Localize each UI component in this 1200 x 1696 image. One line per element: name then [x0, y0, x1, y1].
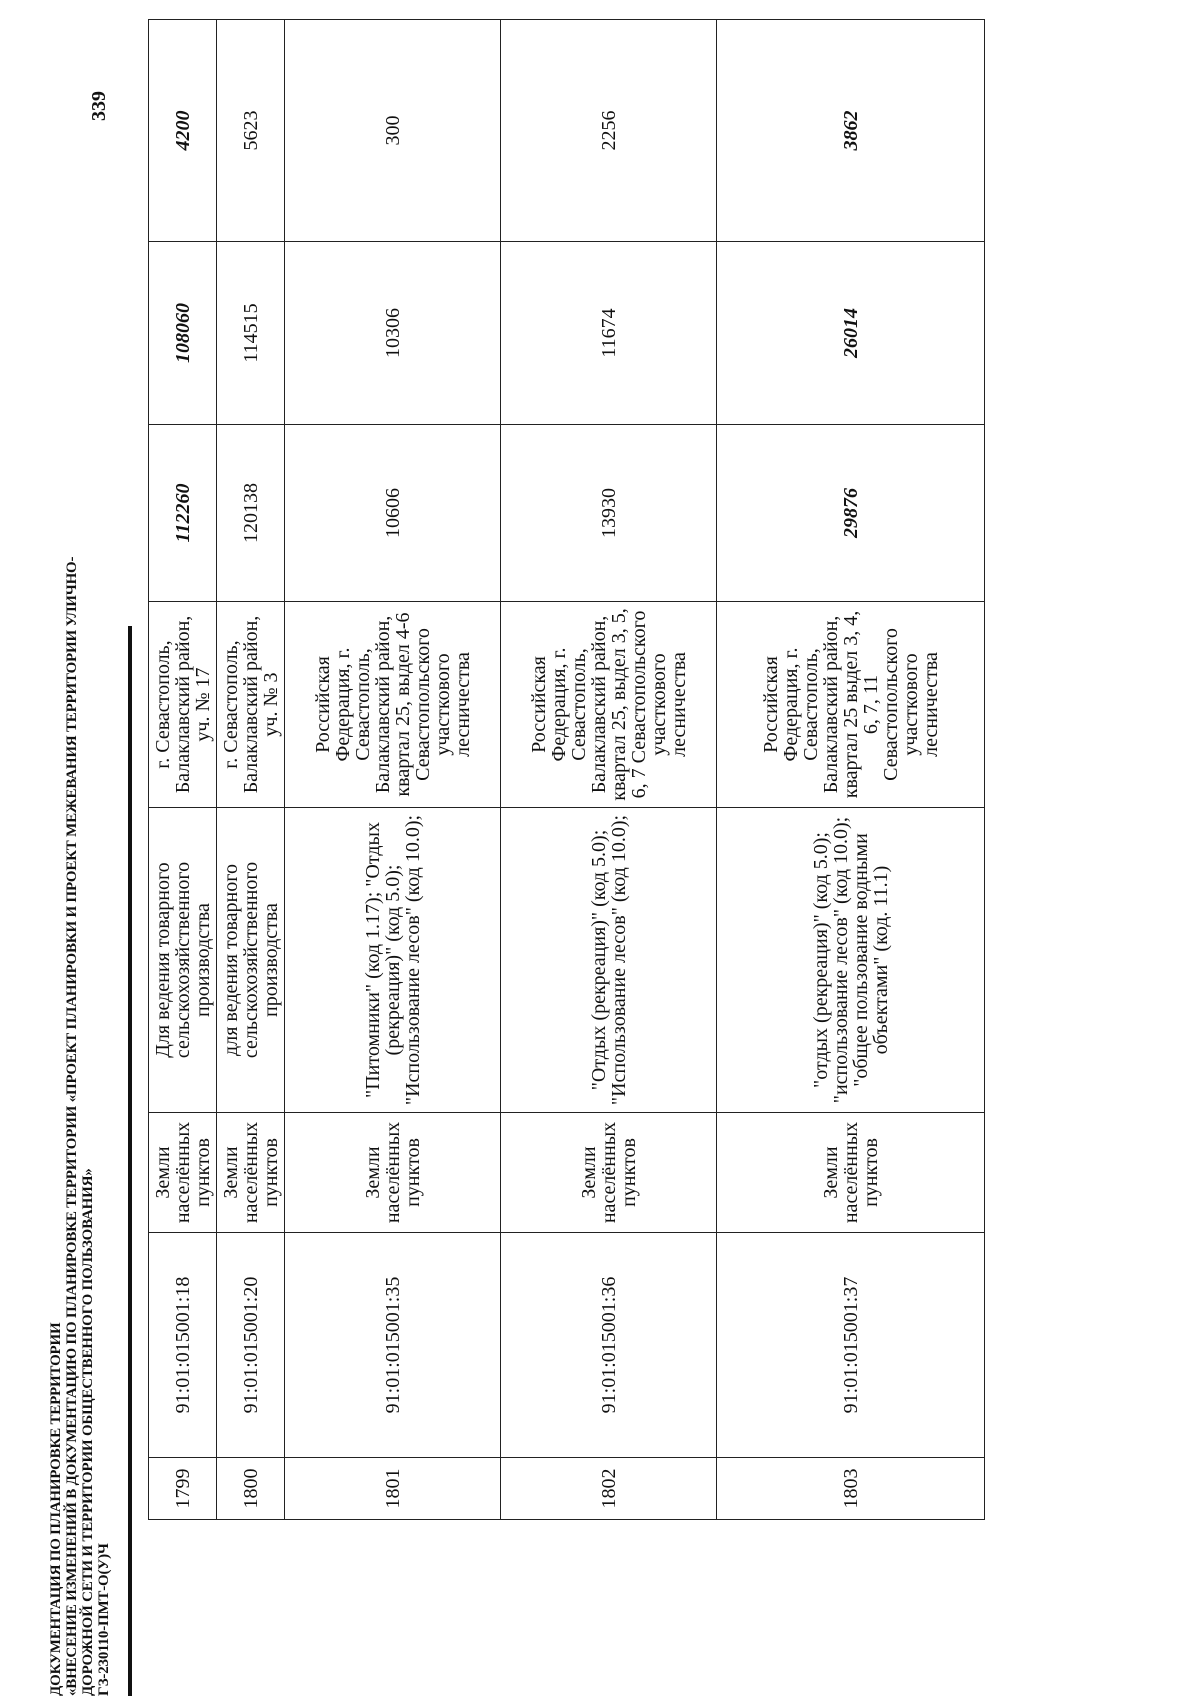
- cadastral-number-cell: 91:01:015001:37: [717, 1233, 985, 1458]
- row-number-cell: 1802: [501, 1458, 717, 1520]
- land-category-cell: Земли населённых пунктов: [149, 1113, 217, 1233]
- table-row: [717, 20, 985, 1520]
- parcel-table: [148, 19, 985, 1520]
- address-cell: г. Севастополь, Балаклавский район, уч. № 3: [217, 602, 285, 808]
- area-total-cell: 29876: [717, 425, 985, 602]
- land-category-cell: Земли населённых пунктов: [501, 1113, 717, 1233]
- permitted-use-cell: "Отдых (рекреация)" (код 5.0); "Использование лесов" (код 10.0);: [501, 808, 717, 1113]
- header-line-1: ДОКУМЕНТАЦИЯ ПО ПЛАНИРОВКЕ ТЕРРИТОРИИ: [48, 1322, 64, 1696]
- area-remaining-cell: 114515: [217, 242, 285, 425]
- cadastral-number-cell: 91:01:015001:36: [501, 1233, 717, 1458]
- table-row: [501, 20, 717, 1520]
- permitted-use-cell: Для ведения товарного сельскохозяйственного производства: [149, 808, 217, 1113]
- permitted-use-cell: для ведения товарного сельскохозяйственного производства: [217, 808, 285, 1113]
- area-total-cell: 13930: [501, 425, 717, 602]
- row-number-cell: 1800: [217, 1458, 285, 1520]
- area-remaining-cell: 26014: [717, 242, 985, 425]
- area-remaining-cell: 108060: [149, 242, 217, 425]
- area-total-cell: 10606: [285, 425, 501, 602]
- table-row: [217, 20, 285, 1520]
- permitted-use-cell: "отдых (рекреация)" (код 5.0); "использование лесов" (код 10.0); "общее пользование водными объектами" (код. 11.1): [717, 808, 985, 1113]
- edge-mark: [990, 1688, 1190, 1696]
- cadastral-number-cell: 91:01:015001:18: [149, 1233, 217, 1458]
- permitted-use-cell: "Питомники" (код 1.17); "Отдых (рекреация)" (код 5.0); "Использование лесов" (код 10.0);: [285, 808, 501, 1113]
- area-difference-cell: 2256: [501, 20, 717, 242]
- address-cell: г. Севастополь, Балаклавский район, уч. № 17: [149, 602, 217, 808]
- page-number: 339: [88, 91, 110, 121]
- land-category-cell: Земли населённых пунктов: [717, 1113, 985, 1233]
- header-line-4: ГЗ-230110-ПМТ-О(У)Ч: [96, 1543, 112, 1696]
- area-difference-cell: 3862: [717, 20, 985, 242]
- address-cell: Российская Федерация, г. Севастополь, Балаклавский район, квартал 25, выдел 4-6 Севастопольского участкового лесничества: [285, 602, 501, 808]
- cadastral-number-cell: 91:01:015001:20: [217, 1233, 285, 1458]
- row-number-cell: 1799: [149, 1458, 217, 1520]
- row-number-cell: 1801: [285, 1458, 501, 1520]
- cadastral-number-cell: 91:01:015001:35: [285, 1233, 501, 1458]
- area-difference-cell: 300: [285, 20, 501, 242]
- table-row: [285, 20, 501, 1520]
- area-difference-cell: 4200: [149, 20, 217, 242]
- row-number-cell: 1803: [717, 1458, 985, 1520]
- area-difference-cell: 5623: [217, 20, 285, 242]
- area-total-cell: 112260: [149, 425, 217, 602]
- header-line-3: ДОРОЖНОЙ СЕТИ И ТЕРРИТОРИИ ОБЩЕСТВЕННОГО ПОЛЬЗОВАНИЯ»: [80, 1168, 96, 1696]
- header-line-2: «ВНЕСЕНИЕ ИЗМЕНЕНИЙ В ДОКУМЕНТАЦИЮ ПО ПЛАНИРОВКЕ ТЕРРИТОРИИ «ПРОЕКТ ПЛАНИРОВКИ И ПРОЕКТ МЕЖЕВАНИЯ ТЕРРИТОРИИ УЛИЧНО-: [64, 556, 80, 1696]
- area-total-cell: 120138: [217, 425, 285, 602]
- table-row: [149, 20, 217, 1520]
- land-category-cell: Земли населённых пунктов: [285, 1113, 501, 1233]
- area-remaining-cell: 11674: [501, 242, 717, 425]
- land-category-cell: Земли населённых пунктов: [217, 1113, 285, 1233]
- address-cell: Российская Федерация, г. Севастополь, Балаклавский район, квартал 25 выдел 3, 4, 6, 7, 11 Севастопольского участкового лесничества: [717, 602, 985, 808]
- document-header: [48, 276, 112, 1696]
- area-remaining-cell: 10306: [285, 242, 501, 425]
- header-rule: [128, 626, 132, 1696]
- address-cell: Российская Федерация, г. Севастополь, Балаклавский район, квартал 25, выдел 3, 5, 6, 7 Севастопольского участкового лесничества: [501, 602, 717, 808]
